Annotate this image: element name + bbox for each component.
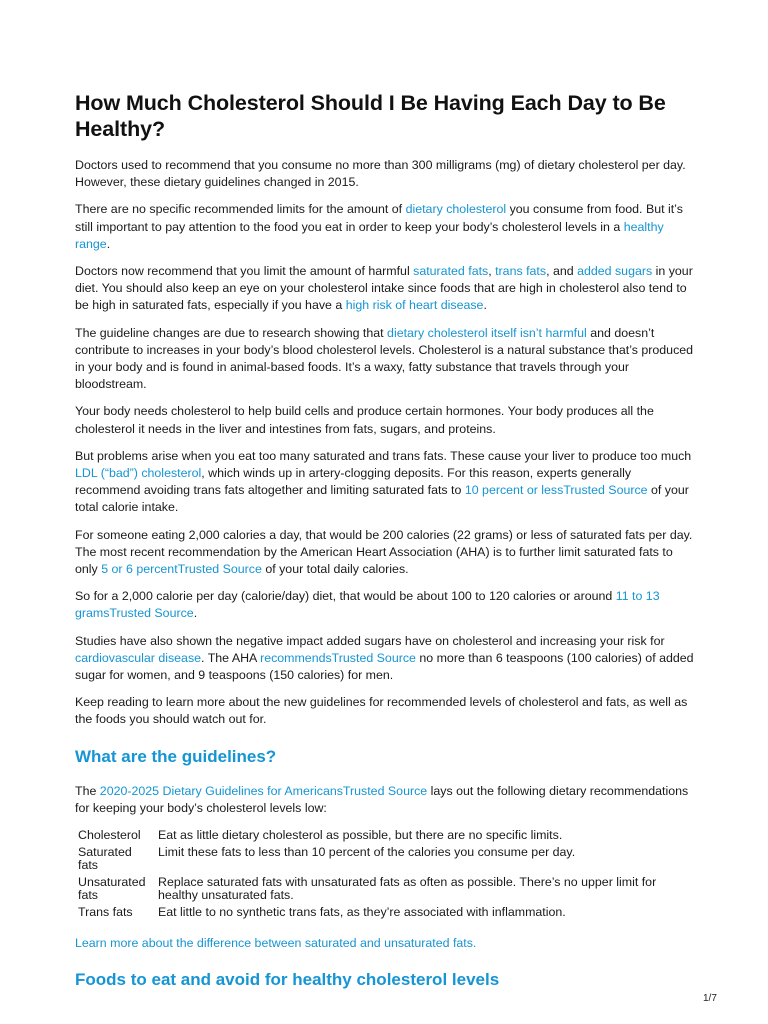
link-trans-fats[interactable]: trans fats: [495, 264, 547, 279]
text: of your total daily calories.: [261, 562, 409, 577]
link-cardiovascular-disease[interactable]: cardiovascular disease: [75, 650, 202, 665]
text: Studies have also shown the negative impact added sugars have on cholesterol and increasing your risk for: [75, 633, 665, 648]
text: lays out the following dietary recommendations for keeping your body’s cholesterol levels low:: [75, 783, 689, 815]
link-added-sugars[interactable]: added sugars: [577, 264, 653, 279]
paragraph-11: [75, 783, 695, 817]
text: There are no specific recommended limits for the amount of: [75, 202, 406, 217]
link-recommends[interactable]: recommendsTrusted Source: [260, 650, 416, 665]
paragraph-4: [75, 325, 695, 394]
table-cell-term: Saturated fats: [78, 845, 132, 873]
text: of your total calorie intake.: [75, 483, 689, 515]
paragraph-7: [75, 527, 695, 579]
paragraph-9: [75, 633, 695, 685]
guidelines-table: [75, 827, 695, 921]
paragraph-10: Keep reading to learn more about the new guidelines for recommended levels of cholesterol and fats, as well as the foods you should watch out for.: [75, 695, 688, 727]
text: For someone eating 2,000 calories a day, that would be 200 calories (22 grams) or less of saturated fats per day. The most recent recommendation by the American Heart Association (AHA) is to further limit saturated fats to only: [75, 527, 693, 577]
link-saturated-fats[interactable]: saturated fats: [413, 264, 489, 279]
page-title: How Much Cholesterol Should I Be Having Each Day to Be Healthy?: [75, 91, 666, 141]
paragraph-3: [75, 263, 695, 315]
table-cell-term: Cholesterol: [78, 828, 141, 843]
text: , and: [546, 264, 578, 279]
text: .: [483, 298, 487, 313]
text: , which winds up in artery-clogging deposits. For this reason, experts generally recommend avoiding trans fats altogether and limiting saturated fats to: [75, 466, 632, 498]
article: [75, 90, 695, 1006]
text: no more than 6 teaspoons (100 calories) of added sugar for women, and 9 teaspoons (150 calories) for men.: [75, 650, 694, 683]
table-row: [75, 874, 695, 904]
text: ,: [488, 264, 496, 279]
learn-more-paragraph: [75, 935, 695, 952]
table-cell-term: Unsaturated fats: [78, 875, 146, 903]
table-cell-desc: Eat little to no synthetic trans fats, as they’re associated with inflammation.: [158, 905, 566, 920]
link-10-percent[interactable]: 10 percent or lessTrusted Source: [464, 483, 648, 498]
text: So for a 2,000 calorie per day (calorie/day) diet, that would be about 100 to 120 calories or around: [75, 589, 616, 604]
link-ldl-cholesterol[interactable]: LDL (“bad”) cholesterol: [75, 466, 202, 481]
text: .: [193, 606, 198, 621]
paragraph-2: [75, 201, 695, 253]
link-high-risk-heart-disease[interactable]: high risk of heart disease: [345, 298, 484, 313]
paragraph-5: Your body needs cholesterol to help build cells and produce certain hormones. Your body produces all the cholesterol it needs in the liver and intestines from fats, sugars, and proteins.: [75, 404, 654, 436]
section-heading-guidelines: What are the guidelines?: [75, 746, 277, 766]
table-cell-term: Trans fats: [78, 905, 133, 920]
link-learn-more-fats[interactable]: Learn more about the difference between saturated and unsaturated fats.: [75, 936, 477, 951]
table-cell-desc: Eat as little dietary cholesterol as possible, but there are no specific limits.: [158, 828, 563, 843]
link-5-or-6-percent[interactable]: 5 or 6 percentTrusted Source: [101, 562, 262, 577]
text: and doesn’t contribute to increases in your body’s blood cholesterol levels. Cholesterol is a natural substance that’s produced in your body and is found in animal-based foods. It’s a waxy, fatty substance that travels through your bloodstream.: [75, 325, 694, 392]
link-dietary-cholesterol[interactable]: dietary cholesterol: [405, 202, 507, 217]
text: But problems arise when you eat too many saturated and trans fats. These cause your liver to produce too much: [75, 448, 692, 463]
link-dietary-guidelines[interactable]: 2020-2025 Dietary Guidelines for AmericansTrusted Source: [99, 783, 428, 798]
paragraph-1: Doctors used to recommend that you consume no more than 300 milligrams (mg) of dietary cholesterol per day. However, these dietary guidelines changed in 2015.: [75, 158, 686, 190]
text: The: [75, 783, 100, 798]
text: . The AHA: [201, 650, 261, 665]
text: in your diet. You should also keep an eye on your cholesterol intake since foods that are high in cholesterol also tend to be high in saturated fats, especially if you have a: [75, 264, 693, 313]
text: .: [106, 236, 111, 251]
text: you consume from food. But it’s still important to pay attention to the food you eat in order to keep your body’s cholesterol levels in a: [75, 202, 683, 234]
table-cell-desc: Replace saturated fats with unsaturated fats as often as possible. There’s no upper limit for healthy unsaturated fats.: [158, 875, 657, 903]
link-healthy-range[interactable]: healthy range: [75, 219, 664, 251]
paragraph-8: [75, 588, 695, 622]
link-dietary-cholesterol-not-harmful[interactable]: dietary cholesterol itself isn’t harmful: [387, 325, 587, 340]
section-heading-foods: Foods to eat and avoid for healthy cholesterol levels: [75, 970, 500, 990]
paragraph-6: [75, 448, 695, 517]
table-row: [75, 844, 695, 874]
text: The guideline changes are due to research showing that: [75, 325, 388, 340]
table-row: [75, 904, 695, 921]
table-row: [75, 827, 695, 844]
page-number: 1/7: [703, 993, 717, 1004]
link-11-to-13-grams[interactable]: 11 to 13 gramsTrusted Source: [75, 589, 660, 621]
text: Doctors now recommend that you limit the amount of harmful: [75, 264, 414, 279]
table-cell-desc: Limit these fats to less than 10 percent of the calories you consume per day.: [158, 845, 576, 860]
